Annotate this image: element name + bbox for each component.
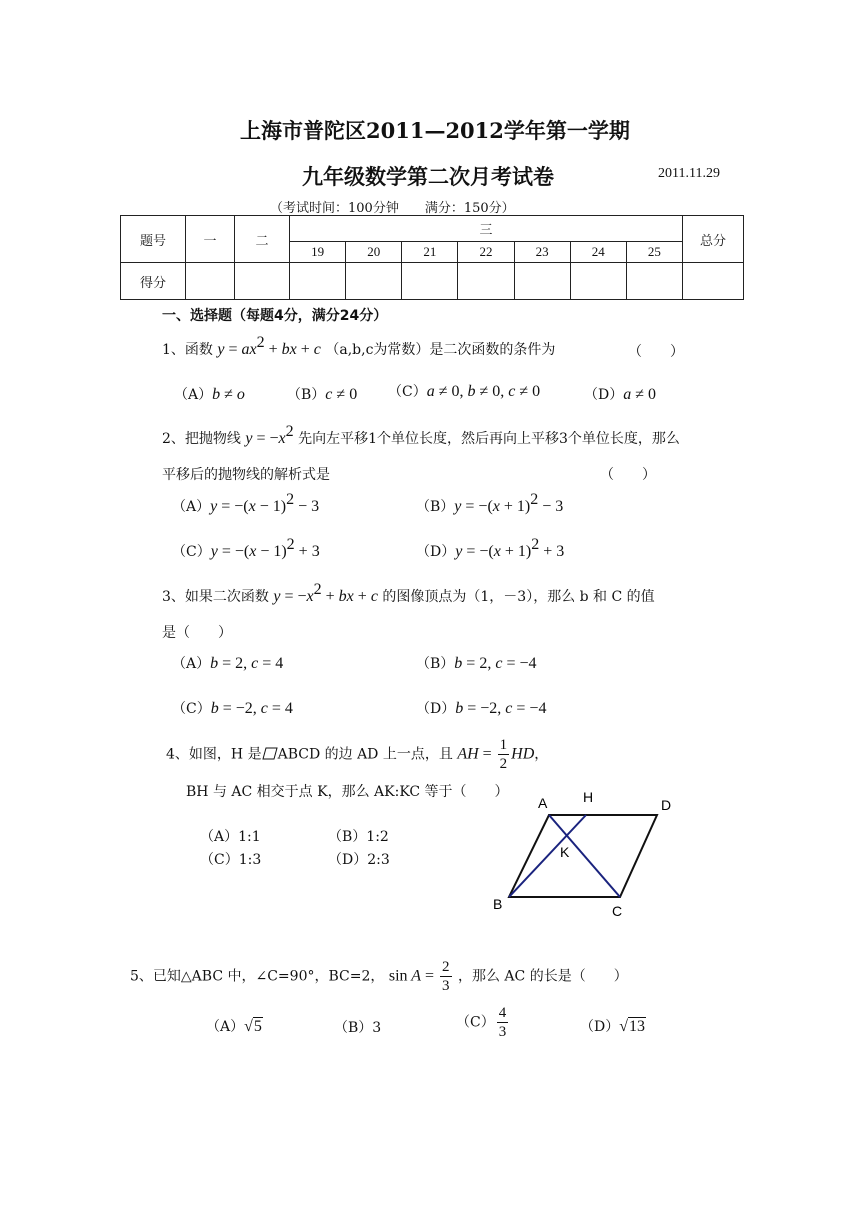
q3-option-a[interactable]: （A）b = 2, c = 4 [172, 655, 284, 672]
sub-number-cell: 23 [514, 241, 570, 262]
label-b: B [493, 896, 503, 912]
q2-text: 先向左平移1个单位长度，然后再向上平移3个单位长度，那么 [298, 431, 680, 447]
exam-subtitle: （考试时间：100分钟 满分：150分） [270, 201, 515, 216]
question-number-header: 题号 [121, 216, 186, 263]
q2-answer-paren[interactable]: （ ） [600, 467, 656, 483]
score-cell[interactable] [402, 263, 458, 300]
part-three-header: 三 [290, 216, 683, 242]
q1-option-d[interactable]: （D）a ≠ 0 [584, 386, 657, 403]
score-row-label: 得分 [121, 263, 186, 300]
section-heading: 一、选择题（每题4分，满分24分） [162, 308, 388, 324]
exam-title-line2: 九年级数学第二次月考试卷 [302, 164, 554, 189]
q5-option-d[interactable]: （D）√13 [580, 1018, 646, 1035]
q4-line2: BH 与 AC 相交于点 K，那么 AK:KC 等于（ ） [186, 784, 509, 800]
q3-text: 的图像顶点为（1，－3），那么 b 和 C 的值 [382, 589, 655, 605]
question-2: 2、把抛物线 $y = -x^2$ 先向左平移1个单位长度，然后再向上平移3个单位长度，那么 [162, 423, 680, 447]
sub-number-cell: 21 [402, 241, 458, 262]
score-cell[interactable] [235, 263, 290, 300]
q4-text: ABCD 的边 AD 上一点，且 [277, 746, 453, 763]
exam-title-line1: 上海市普陀区2011—2012学年第一学期 [240, 118, 630, 143]
score-cell[interactable] [346, 263, 402, 300]
q1-formula: y [217, 341, 225, 358]
q3-option-d[interactable]: （D）b = −2, c = −4 [416, 700, 547, 717]
q2-option-b[interactable]: $(B)y = -(x + 1)^2 - 3$ [416, 491, 564, 515]
segment-bh [509, 815, 586, 897]
score-cell[interactable] [570, 263, 626, 300]
parallelogram-icon [262, 747, 278, 760]
q2-prefix: 2、把抛物线 [162, 431, 241, 447]
q5-suffix: ，那么 AC 的长是（ ） [457, 968, 628, 985]
part-one-header: 一 [186, 216, 235, 263]
score-cell[interactable] [290, 263, 346, 300]
parallelogram-figure [485, 785, 695, 925]
q2-option-c[interactable]: $(C)y = -(x - 1)^2 + 3$ [172, 536, 320, 560]
q4-option-b[interactable]: （B）1:2 [328, 829, 389, 845]
question-4: 4、如图，H 是 ABCD 的边 AD 上一点，且 AH = $\frac{1}{2}$ HD， [166, 737, 549, 772]
question-1: 1、函数 $y = ax^2$ + bx + c （a,b,c为常数）是二次函数的条件为 [162, 334, 556, 358]
q3-option-c[interactable]: （C）b = −2, c = 4 [172, 700, 293, 717]
label-d: D [661, 797, 672, 813]
q2-option-d[interactable]: $(D)y = -(x + 1)^2 + 3$ [416, 536, 565, 560]
exam-date: 2011.11.29 [658, 166, 720, 181]
total-header: 总分 [683, 216, 744, 263]
sub-number-cell: 19 [290, 241, 346, 262]
score-cell[interactable] [626, 263, 682, 300]
q5-option-a[interactable]: （A）√5 [206, 1018, 262, 1035]
sub-number-cell: 25 [626, 241, 682, 262]
q2-option-a[interactable]: $(A)y = -(x - 1)^2 - 3$ [172, 491, 320, 515]
label-k: K [560, 844, 570, 860]
q3-line2[interactable]: 是（ ） [162, 625, 232, 641]
q2-line2: 平移后的抛物线的解析式是 [162, 467, 330, 483]
q4-option-c[interactable]: （C）1:3 [200, 852, 262, 868]
q3-prefix: 3、如果二次函数 [162, 589, 269, 605]
q5-option-b[interactable]: （B）3 [334, 1020, 382, 1036]
score-cell[interactable] [514, 263, 570, 300]
q1-option-b[interactable]: （B）c ≠ 0 [287, 386, 358, 403]
q3-option-b[interactable]: （B）b = 2, c = −4 [416, 655, 537, 672]
question-3: 3、如果二次函数 $y = -x^2$ + bx + c 的图像顶点为（1，－3），那么 b 和 C 的值 [162, 581, 655, 605]
q4-option-a[interactable]: （A）1:1 [200, 829, 261, 845]
q1-option-c[interactable]: （C）a ≠ 0, b ≠ 0, c ≠ 0 [388, 383, 541, 400]
sub-number-cell: 24 [570, 241, 626, 262]
q1-option-a[interactable]: （A）b ≠ o [174, 386, 245, 403]
q5-option-c[interactable]: （C） $\frac{4}{3}$ [456, 1005, 507, 1040]
score-cell[interactable] [458, 263, 514, 300]
sub-number-cell: 20 [346, 241, 402, 262]
q1-condition: （a,b,c为常数）是二次函数的条件为 [325, 342, 556, 358]
q4-prefix: 4、如图，H 是 [166, 746, 262, 763]
part-two-header: 二 [235, 216, 290, 263]
q1-answer-paren[interactable]: （ ） [628, 344, 684, 360]
sub-number-cell: 22 [458, 241, 514, 262]
label-h: H [583, 789, 594, 805]
q1-prefix: 1、函数 [162, 342, 213, 358]
label-c: C [612, 903, 623, 919]
question-5: 5、已知△ABC 中，∠C=90°，BC=2， sin A = $\frac{2}{3}$ ，那么 AC 的长是（ ） [130, 959, 628, 994]
score-cell[interactable] [683, 263, 744, 300]
q4-option-d[interactable]: （D）2:3 [328, 852, 390, 868]
label-a: A [538, 795, 548, 811]
score-cell[interactable] [186, 263, 235, 300]
parallelogram-abcd [509, 815, 657, 897]
q5-prefix: 5、已知△ABC 中，∠C=90°，BC=2， [130, 968, 385, 985]
score-table [120, 215, 744, 300]
